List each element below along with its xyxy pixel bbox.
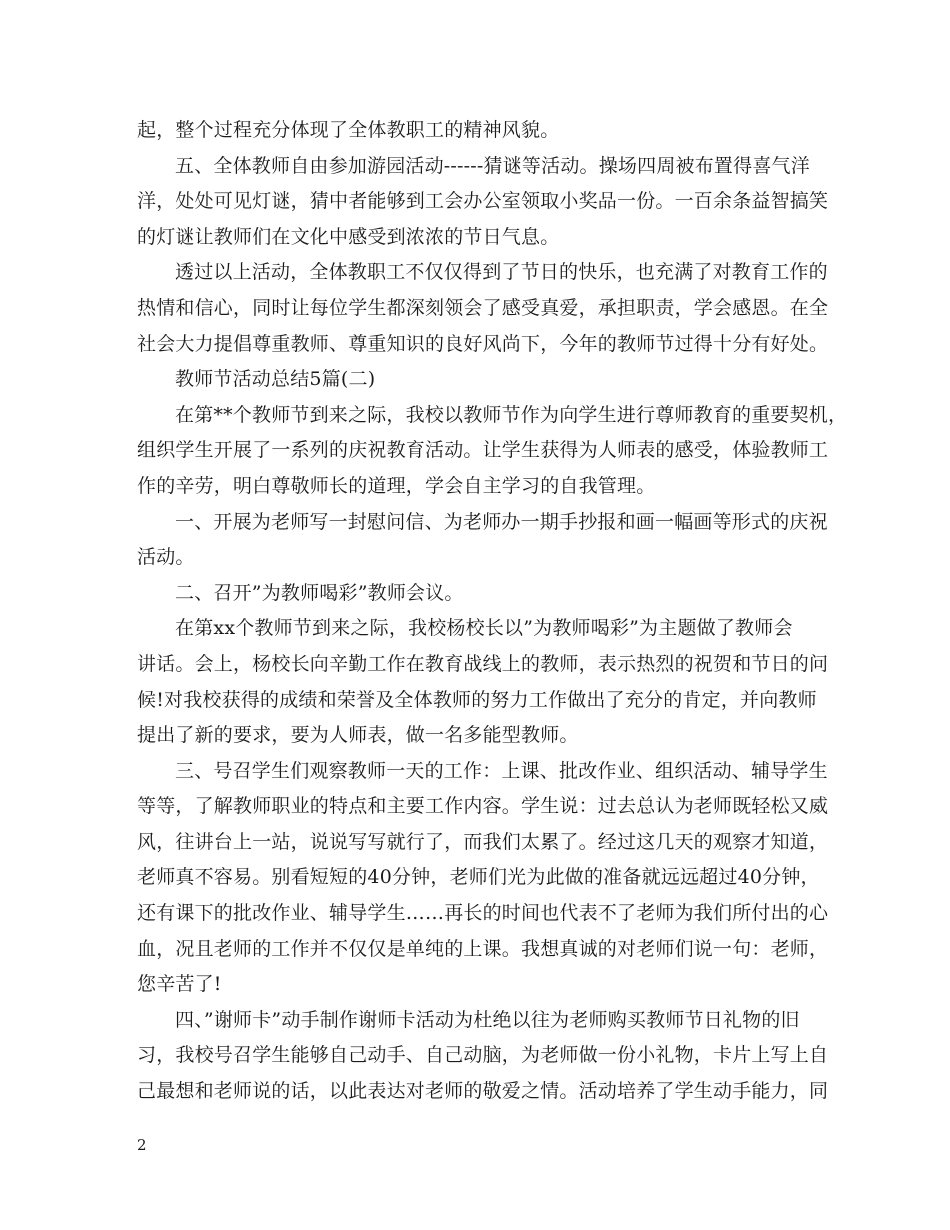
text-line: 活动。 <box>137 546 195 569</box>
text-line: 您辛苦了! <box>137 973 222 996</box>
text-line: 己最想和老师说的话，以此表达对老师的敬爱之情。活动培养了学生动手能力，同 <box>137 1080 829 1103</box>
text-line: 作的辛劳，明白尊敬师长的道理，学会自主学习的自我管理。 <box>137 474 656 497</box>
text-line: 教师节活动总结5篇(二) <box>175 368 376 391</box>
text-line: 候!对我校获得的成绩和荣誉及全体教师的努力工作做出了充分的肯定，并向教师 <box>137 688 817 711</box>
text-line: 风，往讲台上一站，说说写写就行了，而我们太累了。经过这几天的观察才知道， <box>137 830 829 853</box>
text-line: 起，整个过程充分体现了全体教职工的精神风貌。 <box>137 119 560 141</box>
text-line: 社会大力提倡尊重教师、尊重知识的良好风尚下，今年的教师节过得十分有好处。 <box>137 332 829 355</box>
text-line: 组织学生开展了一系列的庆祝教育活动。让学生获得为人师表的感受，体验教师工 <box>137 439 829 462</box>
text-line: 讲话。会上，杨校长向辛勤工作在教育战线上的教师，表示热烈的祝贺和节日的问 <box>137 652 829 675</box>
text-line: 四、”谢师卡”动手制作谢师卡活动为杜绝以往为老师购买教师节日礼物的旧 <box>175 1008 800 1031</box>
text-line: 三、号召学生们观察教师一天的工作：上课、批改作业、组织活动、辅导学生 <box>175 759 828 782</box>
text-line: 血，况且老师的工作并不仅仅是单纯的上课。我想真诚的对老师们说一句：老师， <box>137 937 829 960</box>
text-line: 习，我校号召学生能够自己动手、自己动脑，为老师做一份小礼物，卡片上写上自 <box>137 1044 829 1067</box>
text-line: 五、全体教师自由参加游园活动------猜谜等活动。操场四周被布置得喜气洋 <box>175 154 810 177</box>
document-body <box>137 113 848 1110</box>
text-line: 还有课下的批改作业、辅导学生……再长的时间也代表不了老师为我们所付出的心 <box>137 902 829 925</box>
page-number: 2 <box>137 1136 147 1154</box>
text-line: 等等，了解教师职业的特点和主要工作内容。学生说：过去总认为老师既轻松又威 <box>137 795 829 818</box>
text-line: 一、开展为老师写一封慰问信、为老师办一期手抄报和画一幅画等形式的庆祝 <box>175 510 828 533</box>
text-line: 洋，处处可见灯谜，猜中者能够到工会办公室领取小奖品一份。一百余条益智搞笑 <box>137 190 829 213</box>
text-line: 老师真不容易。别看短短的40分钟，老师们光为此做的准备就远远超过40分钟， <box>137 866 820 889</box>
text-line: 提出了新的要求，要为人师表，做一名多能型教师。 <box>137 724 579 747</box>
text-line: 热情和信心，同时让每位学生都深刻领会了感受真爱，承担职责，学会感恩。在全 <box>137 296 829 319</box>
text-line: 的灯谜让教师们在文化中感受到浓浓的节日气息。 <box>137 225 560 248</box>
text-line: 在第**个教师节到来之际，我校以教师节作为向学生进行尊师教育的重要契机， <box>175 403 848 426</box>
text-line: 在第xx个教师节到来之际，我校杨校长以”为教师喝彩”为主题做了教师会 <box>175 617 793 640</box>
text-line: 二、召开”为教师喝彩”教师会议。 <box>175 581 464 604</box>
text-line: 透过以上活动，全体教职工不仅仅得到了节日的快乐，也充满了对教育工作的 <box>175 261 828 284</box>
